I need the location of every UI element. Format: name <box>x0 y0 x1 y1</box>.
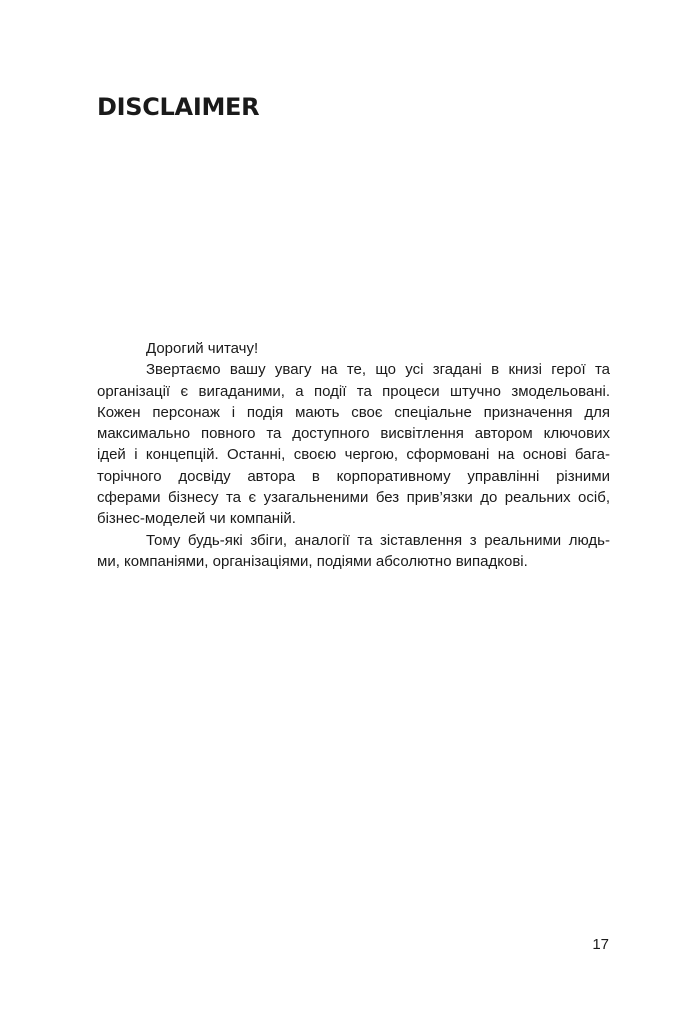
paragraph-2-line: ми, компаніями, організаціями, подіями абсолютно випадкові. <box>97 552 528 570</box>
paragraph-1-line: максимально повного та доступного висвітлення автором ключових <box>97 425 610 443</box>
paragraph-2-line: Тому будь-які збіги, аналогії та зіставлення з реальними людь- <box>146 531 610 549</box>
greeting-line: Дорогий читачу! <box>146 340 259 357</box>
page-number: 17 <box>592 936 609 953</box>
page-title: DISCLAIMER <box>97 93 260 121</box>
paragraph-1-line: ідей і концепцій. Останні, своєю чергою, сформовані на основі бага- <box>97 446 610 464</box>
paragraph-1-line: Кожен персонаж і подія мають своє спеціальне призначення для <box>97 403 610 421</box>
paragraph-1-line: бізнес-моделей чи компаній. <box>97 510 296 528</box>
paragraph-1-line: сферами бізнесу та є узагальненими без прив’язки до реальних осіб, <box>97 489 610 507</box>
paragraph-1-line: Звертаємо вашу увагу на те, що усі згадані в книзі герої та <box>146 361 610 379</box>
paragraph-1-line: організації є вигаданими, а події та процеси штучно змодельовані. <box>97 382 610 400</box>
paragraph-1-line: торічного досвіду автора в корпоративному управлінні різними <box>97 467 610 485</box>
disclaimer-body <box>97 338 610 572</box>
